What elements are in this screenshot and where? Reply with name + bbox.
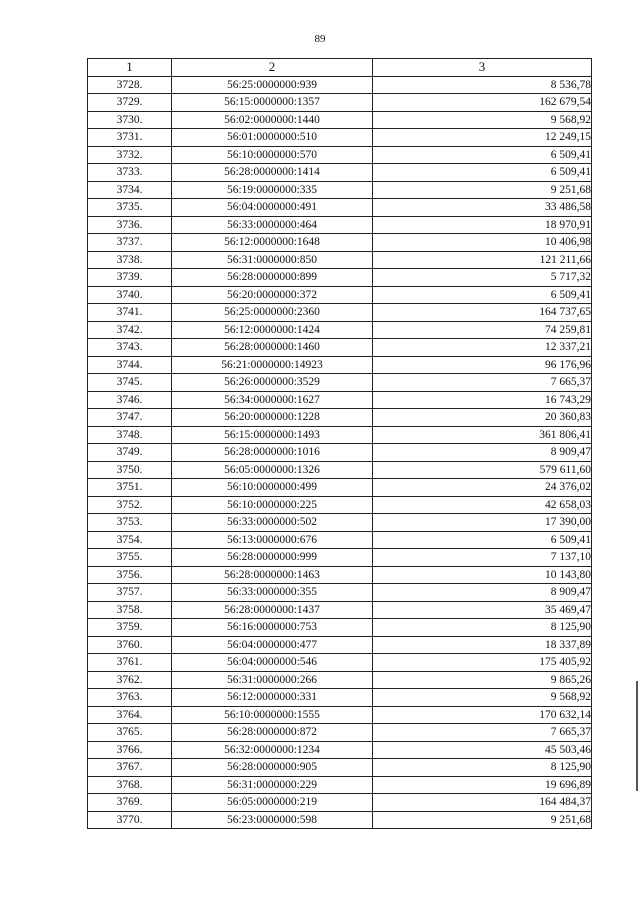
row-number-cell: 3767. xyxy=(88,759,172,777)
table-row xyxy=(88,199,592,217)
row-number-cell: 3732. xyxy=(88,146,172,164)
cadastral-number-cell: 56:13:0000000:676 xyxy=(172,531,373,549)
table-row xyxy=(88,584,592,602)
page-number: 89 xyxy=(314,33,326,45)
table-row xyxy=(88,444,592,462)
value-cell: 74 259,81 xyxy=(373,321,592,339)
row-number-cell: 3753. xyxy=(88,514,172,532)
value-cell: 164 484,37 xyxy=(373,794,592,812)
table-row xyxy=(88,479,592,497)
cadastral-number-cell: 56:21:0000000:14923 xyxy=(172,356,373,374)
row-number-cell: 3760. xyxy=(88,636,172,654)
cadastral-number-cell: 56:16:0000000:753 xyxy=(172,619,373,637)
table-row xyxy=(88,391,592,409)
row-number-cell: 3756. xyxy=(88,566,172,584)
data-table xyxy=(87,58,592,829)
row-number-cell: 3751. xyxy=(88,479,172,497)
value-cell: 42 658,03 xyxy=(373,496,592,514)
row-number-cell: 3769. xyxy=(88,794,172,812)
row-number-cell: 3749. xyxy=(88,444,172,462)
value-cell: 24 376,02 xyxy=(373,479,592,497)
row-number-cell: 3735. xyxy=(88,199,172,217)
cadastral-number-cell: 56:28:0000000:1414 xyxy=(172,164,373,182)
cadastral-number-cell: 56:01:0000000:510 xyxy=(172,129,373,147)
table-row xyxy=(88,689,592,707)
table-row xyxy=(88,566,592,584)
row-number-cell: 3729. xyxy=(88,94,172,112)
value-cell: 6 509,41 xyxy=(373,146,592,164)
row-number-cell: 3728. xyxy=(88,76,172,94)
table-row xyxy=(88,164,592,182)
table-row xyxy=(88,76,592,94)
value-cell: 6 509,41 xyxy=(373,164,592,182)
cadastral-number-cell: 56:19:0000000:335 xyxy=(172,181,373,199)
value-cell: 361 806,41 xyxy=(373,426,592,444)
value-cell: 16 743,29 xyxy=(373,391,592,409)
cadastral-number-cell: 56:32:0000000:1234 xyxy=(172,741,373,759)
table-row xyxy=(88,654,592,672)
value-cell: 8 536,78 xyxy=(373,76,592,94)
value-cell: 9 568,92 xyxy=(373,111,592,129)
value-cell: 19 696,89 xyxy=(373,776,592,794)
row-number-cell: 3748. xyxy=(88,426,172,444)
table-row xyxy=(88,409,592,427)
row-number-cell: 3757. xyxy=(88,584,172,602)
margin-mark xyxy=(636,681,638,791)
value-cell: 18 337,89 xyxy=(373,636,592,654)
value-cell: 579 611,60 xyxy=(373,461,592,479)
row-number-cell: 3745. xyxy=(88,374,172,392)
cadastral-number-cell: 56:26:0000000:3529 xyxy=(172,374,373,392)
header-row xyxy=(88,59,592,77)
table-row xyxy=(88,339,592,357)
cadastral-number-cell: 56:10:0000000:570 xyxy=(172,146,373,164)
row-number-cell: 3750. xyxy=(88,461,172,479)
value-cell: 96 176,96 xyxy=(373,356,592,374)
cadastral-number-cell: 56:02:0000000:1440 xyxy=(172,111,373,129)
table-row xyxy=(88,496,592,514)
row-number-cell: 3746. xyxy=(88,391,172,409)
cadastral-number-cell: 56:28:0000000:1463 xyxy=(172,566,373,584)
table-row xyxy=(88,636,592,654)
table-row xyxy=(88,111,592,129)
cadastral-number-cell: 56:28:0000000:1016 xyxy=(172,444,373,462)
cadastral-number-cell: 56:23:0000000:598 xyxy=(172,811,373,829)
value-cell: 170 632,14 xyxy=(373,706,592,724)
table-row xyxy=(88,286,592,304)
table-row xyxy=(88,129,592,147)
row-number-cell: 3731. xyxy=(88,129,172,147)
row-number-cell: 3736. xyxy=(88,216,172,234)
cadastral-number-cell: 56:31:0000000:850 xyxy=(172,251,373,269)
table-row xyxy=(88,94,592,112)
table-row xyxy=(88,741,592,759)
cadastral-number-cell: 56:34:0000000:1627 xyxy=(172,391,373,409)
row-number-cell: 3742. xyxy=(88,321,172,339)
value-cell: 6 509,41 xyxy=(373,286,592,304)
value-cell: 8 125,90 xyxy=(373,619,592,637)
cadastral-number-cell: 56:12:0000000:1424 xyxy=(172,321,373,339)
cadastral-number-cell: 56:33:0000000:502 xyxy=(172,514,373,532)
table-row xyxy=(88,601,592,619)
table-row xyxy=(88,269,592,287)
value-cell: 175 405,92 xyxy=(373,654,592,672)
cadastral-number-cell: 56:25:0000000:939 xyxy=(172,76,373,94)
cadastral-number-cell: 56:28:0000000:899 xyxy=(172,269,373,287)
column-header-2: 2 xyxy=(172,59,373,77)
cadastral-number-cell: 56:31:0000000:229 xyxy=(172,776,373,794)
row-number-cell: 3737. xyxy=(88,234,172,252)
table-row xyxy=(88,724,592,742)
value-cell: 9 865,26 xyxy=(373,671,592,689)
row-number-cell: 3747. xyxy=(88,409,172,427)
cadastral-number-cell: 56:04:0000000:491 xyxy=(172,199,373,217)
table-row xyxy=(88,146,592,164)
row-number-cell: 3761. xyxy=(88,654,172,672)
table-row xyxy=(88,531,592,549)
cadastral-number-cell: 56:31:0000000:266 xyxy=(172,671,373,689)
value-cell: 8 125,90 xyxy=(373,759,592,777)
row-number-cell: 3755. xyxy=(88,549,172,567)
table-row xyxy=(88,706,592,724)
value-cell: 7 137,10 xyxy=(373,549,592,567)
cadastral-number-cell: 56:20:0000000:372 xyxy=(172,286,373,304)
value-cell: 33 486,58 xyxy=(373,199,592,217)
value-cell: 12 337,21 xyxy=(373,339,592,357)
cadastral-number-cell: 56:15:0000000:1357 xyxy=(172,94,373,112)
row-number-cell: 3738. xyxy=(88,251,172,269)
row-number-cell: 3743. xyxy=(88,339,172,357)
row-number-cell: 3764. xyxy=(88,706,172,724)
row-number-cell: 3766. xyxy=(88,741,172,759)
row-number-cell: 3765. xyxy=(88,724,172,742)
value-cell: 8 909,47 xyxy=(373,584,592,602)
column-header-3: 3 xyxy=(373,59,592,77)
value-cell: 6 509,41 xyxy=(373,531,592,549)
value-cell: 5 717,32 xyxy=(373,269,592,287)
table-row xyxy=(88,356,592,374)
table-row xyxy=(88,321,592,339)
row-number-cell: 3741. xyxy=(88,304,172,322)
row-number-cell: 3752. xyxy=(88,496,172,514)
cadastral-number-cell: 56:10:0000000:225 xyxy=(172,496,373,514)
value-cell: 9 251,68 xyxy=(373,181,592,199)
row-number-cell: 3733. xyxy=(88,164,172,182)
row-number-cell: 3739. xyxy=(88,269,172,287)
row-number-cell: 3754. xyxy=(88,531,172,549)
cadastral-number-cell: 56:04:0000000:546 xyxy=(172,654,373,672)
cadastral-number-cell: 56:10:0000000:1555 xyxy=(172,706,373,724)
row-number-cell: 3758. xyxy=(88,601,172,619)
row-number-cell: 3759. xyxy=(88,619,172,637)
cadastral-number-cell: 56:05:0000000:1326 xyxy=(172,461,373,479)
value-cell: 10 406,98 xyxy=(373,234,592,252)
table-row xyxy=(88,811,592,829)
table-row xyxy=(88,759,592,777)
value-cell: 9 251,68 xyxy=(373,811,592,829)
cadastral-number-cell: 56:05:0000000:219 xyxy=(172,794,373,812)
cadastral-number-cell: 56:33:0000000:464 xyxy=(172,216,373,234)
cadastral-number-cell: 56:28:0000000:1437 xyxy=(172,601,373,619)
table-row xyxy=(88,234,592,252)
row-number-cell: 3770. xyxy=(88,811,172,829)
table-row xyxy=(88,426,592,444)
row-number-cell: 3734. xyxy=(88,181,172,199)
value-cell: 20 360,83 xyxy=(373,409,592,427)
table-row xyxy=(88,181,592,199)
cadastral-number-cell: 56:12:0000000:331 xyxy=(172,689,373,707)
column-header-1: 1 xyxy=(88,59,172,77)
table-row xyxy=(88,374,592,392)
cadastral-number-cell: 56:25:0000000:2360 xyxy=(172,304,373,322)
cadastral-number-cell: 56:12:0000000:1648 xyxy=(172,234,373,252)
row-number-cell: 3768. xyxy=(88,776,172,794)
row-number-cell: 3744. xyxy=(88,356,172,374)
table-row xyxy=(88,251,592,269)
value-cell: 35 469,47 xyxy=(373,601,592,619)
value-cell: 162 679,54 xyxy=(373,94,592,112)
table-row xyxy=(88,216,592,234)
value-cell: 7 665,37 xyxy=(373,374,592,392)
cadastral-number-cell: 56:28:0000000:1460 xyxy=(172,339,373,357)
value-cell: 17 390,00 xyxy=(373,514,592,532)
value-cell: 8 909,47 xyxy=(373,444,592,462)
value-cell: 9 568,92 xyxy=(373,689,592,707)
cadastral-number-cell: 56:04:0000000:477 xyxy=(172,636,373,654)
cadastral-number-cell: 56:33:0000000:355 xyxy=(172,584,373,602)
cadastral-number-cell: 56:10:0000000:499 xyxy=(172,479,373,497)
table-row xyxy=(88,671,592,689)
value-cell: 18 970,91 xyxy=(373,216,592,234)
value-cell: 12 249,15 xyxy=(373,129,592,147)
value-cell: 121 211,66 xyxy=(373,251,592,269)
row-number-cell: 3762. xyxy=(88,671,172,689)
table-row xyxy=(88,514,592,532)
cadastral-number-cell: 56:28:0000000:999 xyxy=(172,549,373,567)
table-row xyxy=(88,619,592,637)
value-cell: 45 503,46 xyxy=(373,741,592,759)
table-row xyxy=(88,776,592,794)
row-number-cell: 3740. xyxy=(88,286,172,304)
cadastral-number-cell: 56:20:0000000:1228 xyxy=(172,409,373,427)
value-cell: 7 665,37 xyxy=(373,724,592,742)
cadastral-number-cell: 56:28:0000000:872 xyxy=(172,724,373,742)
value-cell: 10 143,80 xyxy=(373,566,592,584)
table-row xyxy=(88,304,592,322)
row-number-cell: 3763. xyxy=(88,689,172,707)
cadastral-number-cell: 56:15:0000000:1493 xyxy=(172,426,373,444)
table-row xyxy=(88,794,592,812)
cadastral-number-cell: 56:28:0000000:905 xyxy=(172,759,373,777)
table-body xyxy=(88,76,592,829)
row-number-cell: 3730. xyxy=(88,111,172,129)
value-cell: 164 737,65 xyxy=(373,304,592,322)
table-row xyxy=(88,461,592,479)
table-row xyxy=(88,549,592,567)
